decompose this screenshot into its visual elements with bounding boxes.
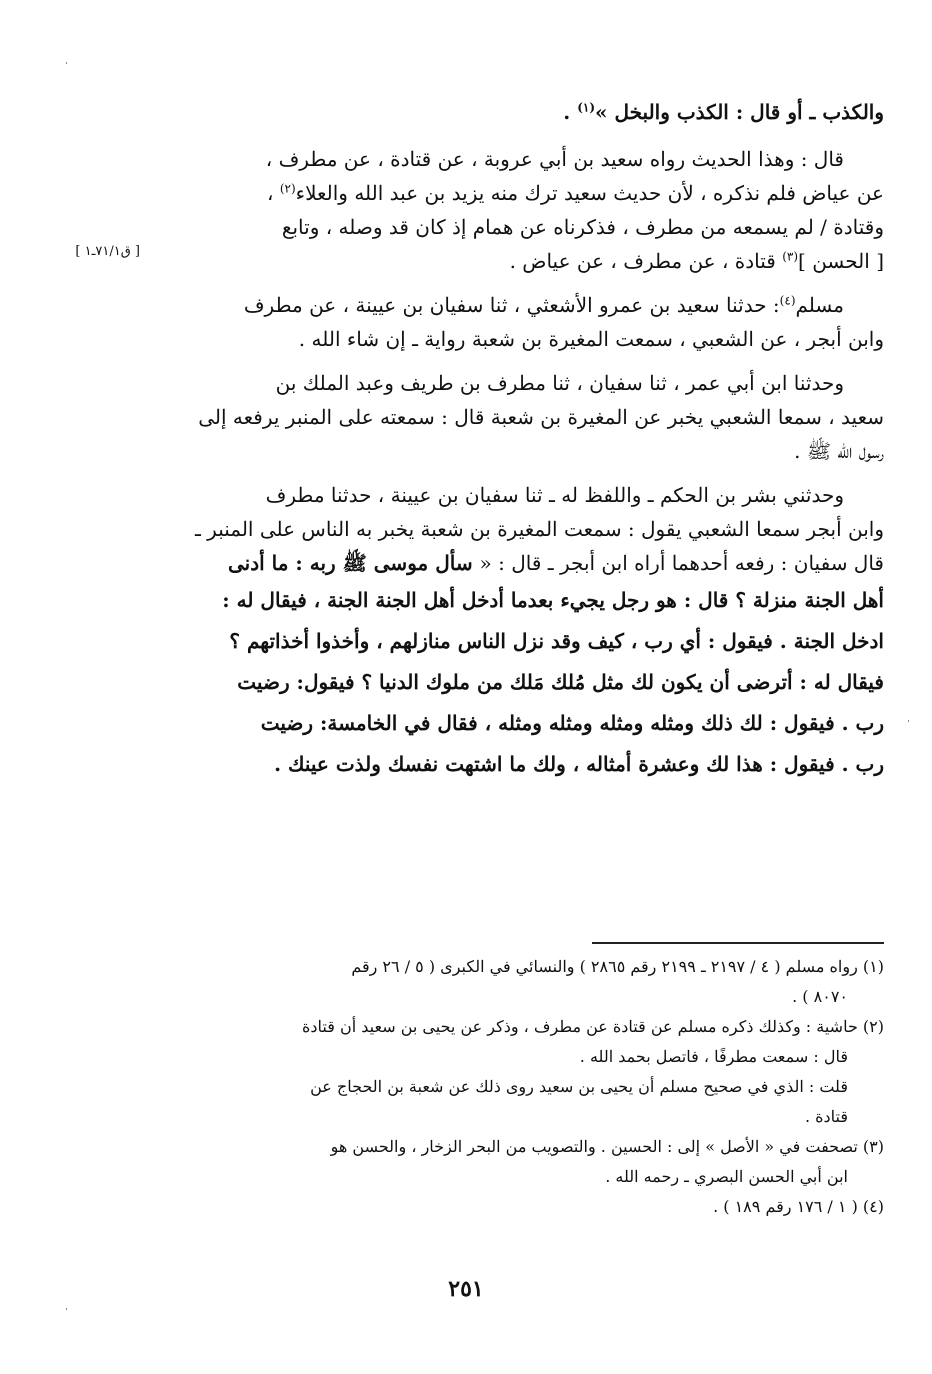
footnote-3 xyxy=(148,1132,884,1192)
page-number: ٢٥١ xyxy=(448,1276,484,1302)
paragraph-3 xyxy=(148,366,884,468)
footnote-rule xyxy=(592,942,884,944)
footnote-2-comment xyxy=(148,1072,884,1132)
scan-speck xyxy=(66,1308,67,1310)
p1-line-4-text: [ الحسن ] xyxy=(798,249,884,273)
footnote-2 xyxy=(148,1012,884,1072)
p4-line-3-text: قال سفيان : رفعه أحدهما أراه ابن أبجر ـ قال : « xyxy=(479,551,884,575)
p2-line-2: وابن أبجر ، عن الشعبي ، سمعت المغيرة بن شعبة رواية ـ إن شاء الله . xyxy=(298,327,884,351)
p3-line-3: رسول الله ﷺ . xyxy=(794,439,884,463)
footnotes xyxy=(148,952,884,1222)
footnote-ref-3: (٣) xyxy=(782,249,799,264)
paragraph-1 xyxy=(148,142,884,278)
footnote-ref-2: (٢) xyxy=(279,181,296,196)
footnote-1 xyxy=(148,952,884,1012)
footnote-ref-4: (٤) xyxy=(779,293,796,308)
footnote-2-line-2: قال : سمعت مطرفًا ، فاتصل بحمد الله . xyxy=(579,1047,848,1066)
p2-speaker: مسلم xyxy=(795,293,844,317)
p2-line-1 xyxy=(148,288,884,322)
footnote-2-comment-line-2: قتادة . xyxy=(804,1107,848,1126)
title-line xyxy=(148,92,884,132)
p3-line-1: وحدثنا ابن أبي عمر ، ثنا سفيان ، ثنا مطرف بن طريف وعبد الملك بن xyxy=(275,371,844,395)
footnote-2-line-1: (٢) حاشية : وكذلك ذكره مسلم عن قتادة عن مطرف ، وذكر عن يحيى بن سعيد أن قتادة xyxy=(302,1017,884,1036)
p1-line-2-end: ، xyxy=(267,181,280,205)
paragraph-4 xyxy=(148,478,884,785)
hadith-line-5: رب . فيقول : هذا لك وعشرة أمثاله ، ولك ما اشتهت نفسك ولذت عينك . xyxy=(274,752,884,776)
p1-line-3: وقتادة / لم يسمعه من مطرف ، فذكرناه عن همام إذ كان قد وصله ، وتابع xyxy=(281,215,884,239)
footnote-ref-1: (١) xyxy=(577,100,596,115)
p2-line-1-text: : حدثنا سعيد بن عمرو الأشعثي ، ثنا سفيان بن عيينة ، عن مطرف xyxy=(243,293,780,317)
p4-line-3 xyxy=(148,546,884,580)
title-end: . xyxy=(563,100,578,124)
footnote-3-line-1: (٣) تصحفت في « الأصل » إلى : الحسين . والتصويب من البحر الزخار ، والحسن هو xyxy=(330,1137,884,1156)
footnote-3-line-2: ابن أبي الحسن البصري ـ رحمه الله . xyxy=(605,1167,848,1186)
p1-line-2 xyxy=(148,176,884,210)
p4-line-3-bold: سأل موسى ﷺ ربه : ما أدنى xyxy=(227,551,480,575)
hadith-line-2: ادخل الجنة . فيقول : أي رب ، كيف وقد نزل الناس منازلهم ، وأخذوا أخذاتهم ؟ xyxy=(229,629,884,653)
footnote-4-line-1: (٤) ( ١ / ١٧٦ رقم ١٨٩ ) . xyxy=(713,1197,884,1216)
title-text: والكذب ـ أو قال : الكذب والبخل » xyxy=(595,100,884,124)
scan-speck xyxy=(66,62,67,64)
hadith-line-3: فيقال له : أترضى أن يكون لك مثل مُلك مَلك من ملوك الدنيا ؟ فيقول: رضيت xyxy=(237,670,884,694)
paragraph-2 xyxy=(148,288,884,356)
footnote-4 xyxy=(148,1192,884,1222)
p1-line-4-end: قتادة ، عن مطرف ، عن عياض . xyxy=(509,249,783,273)
hadith-line-4: رب . فيقول : لك ذلك ومثله ومثله ومثله ومثله ، فقال في الخامسة: رضيت xyxy=(260,711,884,735)
footnote-1-line-1: (١) رواه مسلم ( ٤ / ٢١٩٧ ـ ٢١٩٩ رقم ٢٨٦٥ ) والنسائي في الكبرى ( ٥ / ٢٦ رقم xyxy=(351,957,884,976)
p4-line-2: وابن أبجر سمعا الشعبي يقول : سمعت المغيرة بن شعبة يخبر به الناس على المنبر ـ xyxy=(194,517,884,541)
manuscript-folio-ref: [ ق٧١/١ـ١ ] xyxy=(75,244,140,259)
footnote-1-line-2: ٨٠٧٠ ) . xyxy=(792,987,848,1006)
p1-line-4 xyxy=(148,244,884,278)
p1-line-1: قال : وهذا الحديث رواه سعيد بن أبي عروبة ، عن قتادة ، عن مطرف ، xyxy=(265,147,844,171)
scan-speck xyxy=(908,720,909,722)
footnote-2-comment-line-1: قلت : الذي في صحيح مسلم أن يحيى بن سعيد روى ذلك عن شعبة بن الحجاج عن xyxy=(310,1077,848,1096)
p4-line-1: وحدثني بشر بن الحكم ـ واللفظ له ـ ثنا سفيان بن عيينة ، حدثنا مطرف xyxy=(265,483,844,507)
p3-line-2: سعيد ، سمعا الشعبي يخبر عن المغيرة بن شعبة قال : سمعته على المنبر يرفعه إلى xyxy=(198,405,884,429)
p1-line-2-text: عن عياض فلم نذكره ، لأن حديث سعيد ترك منه يزيد بن عبد الله والعلاء xyxy=(295,181,884,205)
hadith-line-1: أهل الجنة منزلة ؟ قال : هو رجل يجيء بعدما أدخل أهل الجنة الجنة ، فيقال له : xyxy=(222,588,884,612)
